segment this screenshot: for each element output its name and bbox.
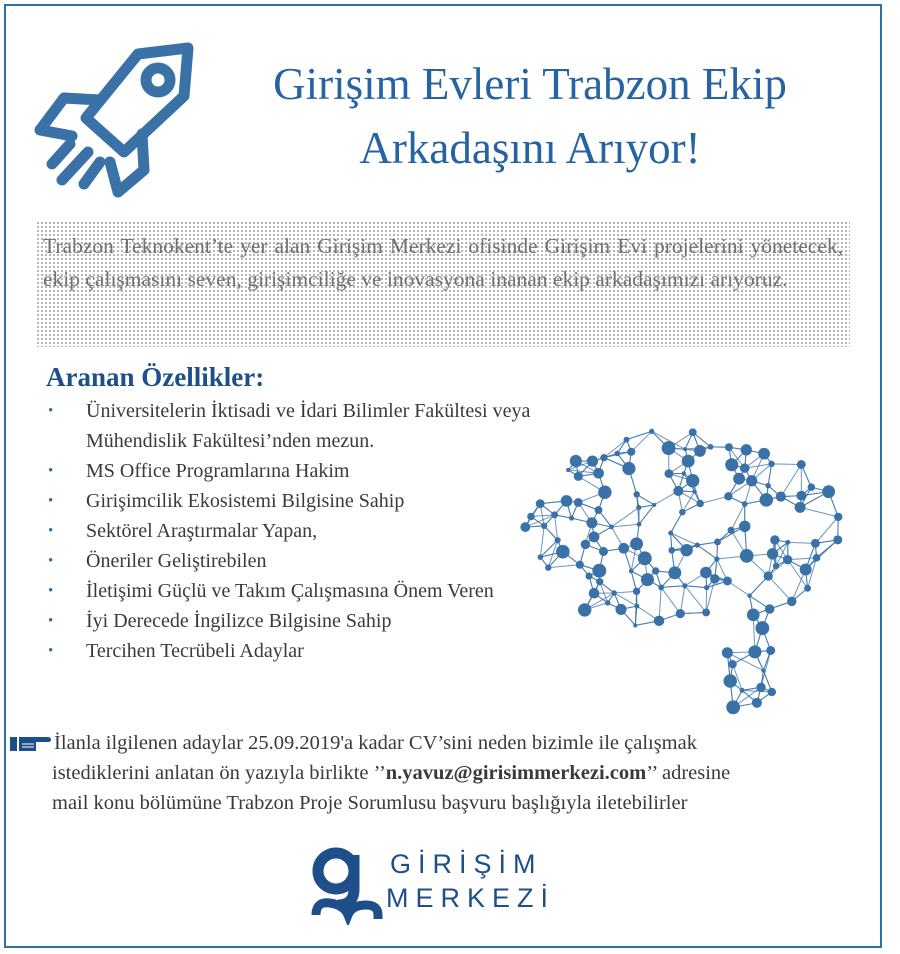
brain-network-nodes: [520, 428, 842, 714]
list-item-text: İletişimi Güçlü ve Takım Çalışmasına Önem Veren: [86, 580, 494, 602]
list-item-text: Sektörel Araştırmalar Yapan,: [86, 520, 318, 542]
logo-g-icon: [308, 845, 386, 925]
application-part-2: istediklerini anlatan ön yazıyla birlikte ’’: [52, 762, 386, 784]
title-line-2: Arkadaşını Arıyor!: [359, 123, 701, 173]
list-item-text: Öneriler Geliştirebilen: [86, 550, 267, 572]
bullet-icon: •: [48, 403, 54, 419]
title-line-1: Girişim Evleri Trabzon Ekip: [273, 59, 787, 109]
girisim-merkezi-logo: [308, 845, 578, 925]
logo-text-line-2: MERKEZİ: [386, 883, 556, 913]
requirements-heading: Aranan Özellikler:: [46, 362, 265, 392]
bullet-icon: •: [48, 463, 54, 479]
list-item-text: MS Office Programlarına Hakim: [86, 460, 350, 482]
email-address[interactable]: n.yavuz@girisimmerkezi.com: [385, 762, 647, 784]
application-part-3: ’’ adresine: [646, 762, 731, 784]
application-line-3: [10, 788, 872, 818]
page-title: [180, 52, 880, 180]
bullet-icon: •: [48, 523, 54, 539]
list-item-text: Girişimcilik Ekosistemi Bilgisine Sahip: [86, 490, 405, 512]
list-item-text: Üniversitelerin İktisadi ve İdari Bilimler Fakültesi veya Mühendislik Fakültesi’nden mezun.: [86, 400, 531, 452]
bullet-icon: •: [48, 493, 54, 509]
list-item-text: Tercihen Tecrübeli Adaylar: [86, 640, 304, 662]
pointing-hand-icon: [10, 733, 52, 753]
list-item-text: İyi Derecede İngilizce Bilgisine Sahip: [86, 610, 392, 632]
bullet-icon: •: [48, 613, 54, 629]
bullet-icon: •: [48, 643, 54, 659]
application-part-4: mail konu bölümüne Trabzon Proje Sorumlusu başvuru başlığıyla iletebilirler: [52, 792, 688, 814]
bullet-icon: •: [48, 583, 54, 599]
bullet-icon: •: [48, 553, 54, 569]
application-line-1: [10, 728, 872, 758]
application-line-2: [10, 758, 872, 788]
intro-text: Trabzon Teknokent’te yer alan Girişim Merkezi ofisinde Girişim Evi projelerini yönetecek, ekip çalışmasını seven, girişimciliğe ve inovasyona inanan ekip arkadaşımızı arıyoruz.: [43, 234, 843, 291]
logo-text-line-1: GİRİŞİM: [390, 849, 543, 879]
brain-network-icon: [515, 418, 860, 718]
application-text: [10, 728, 872, 818]
application-part-1: İlanla ilgilenen adaylar 25.09.2019'a kadar CV’sini neden bizimle ile çalışmak: [54, 732, 697, 754]
